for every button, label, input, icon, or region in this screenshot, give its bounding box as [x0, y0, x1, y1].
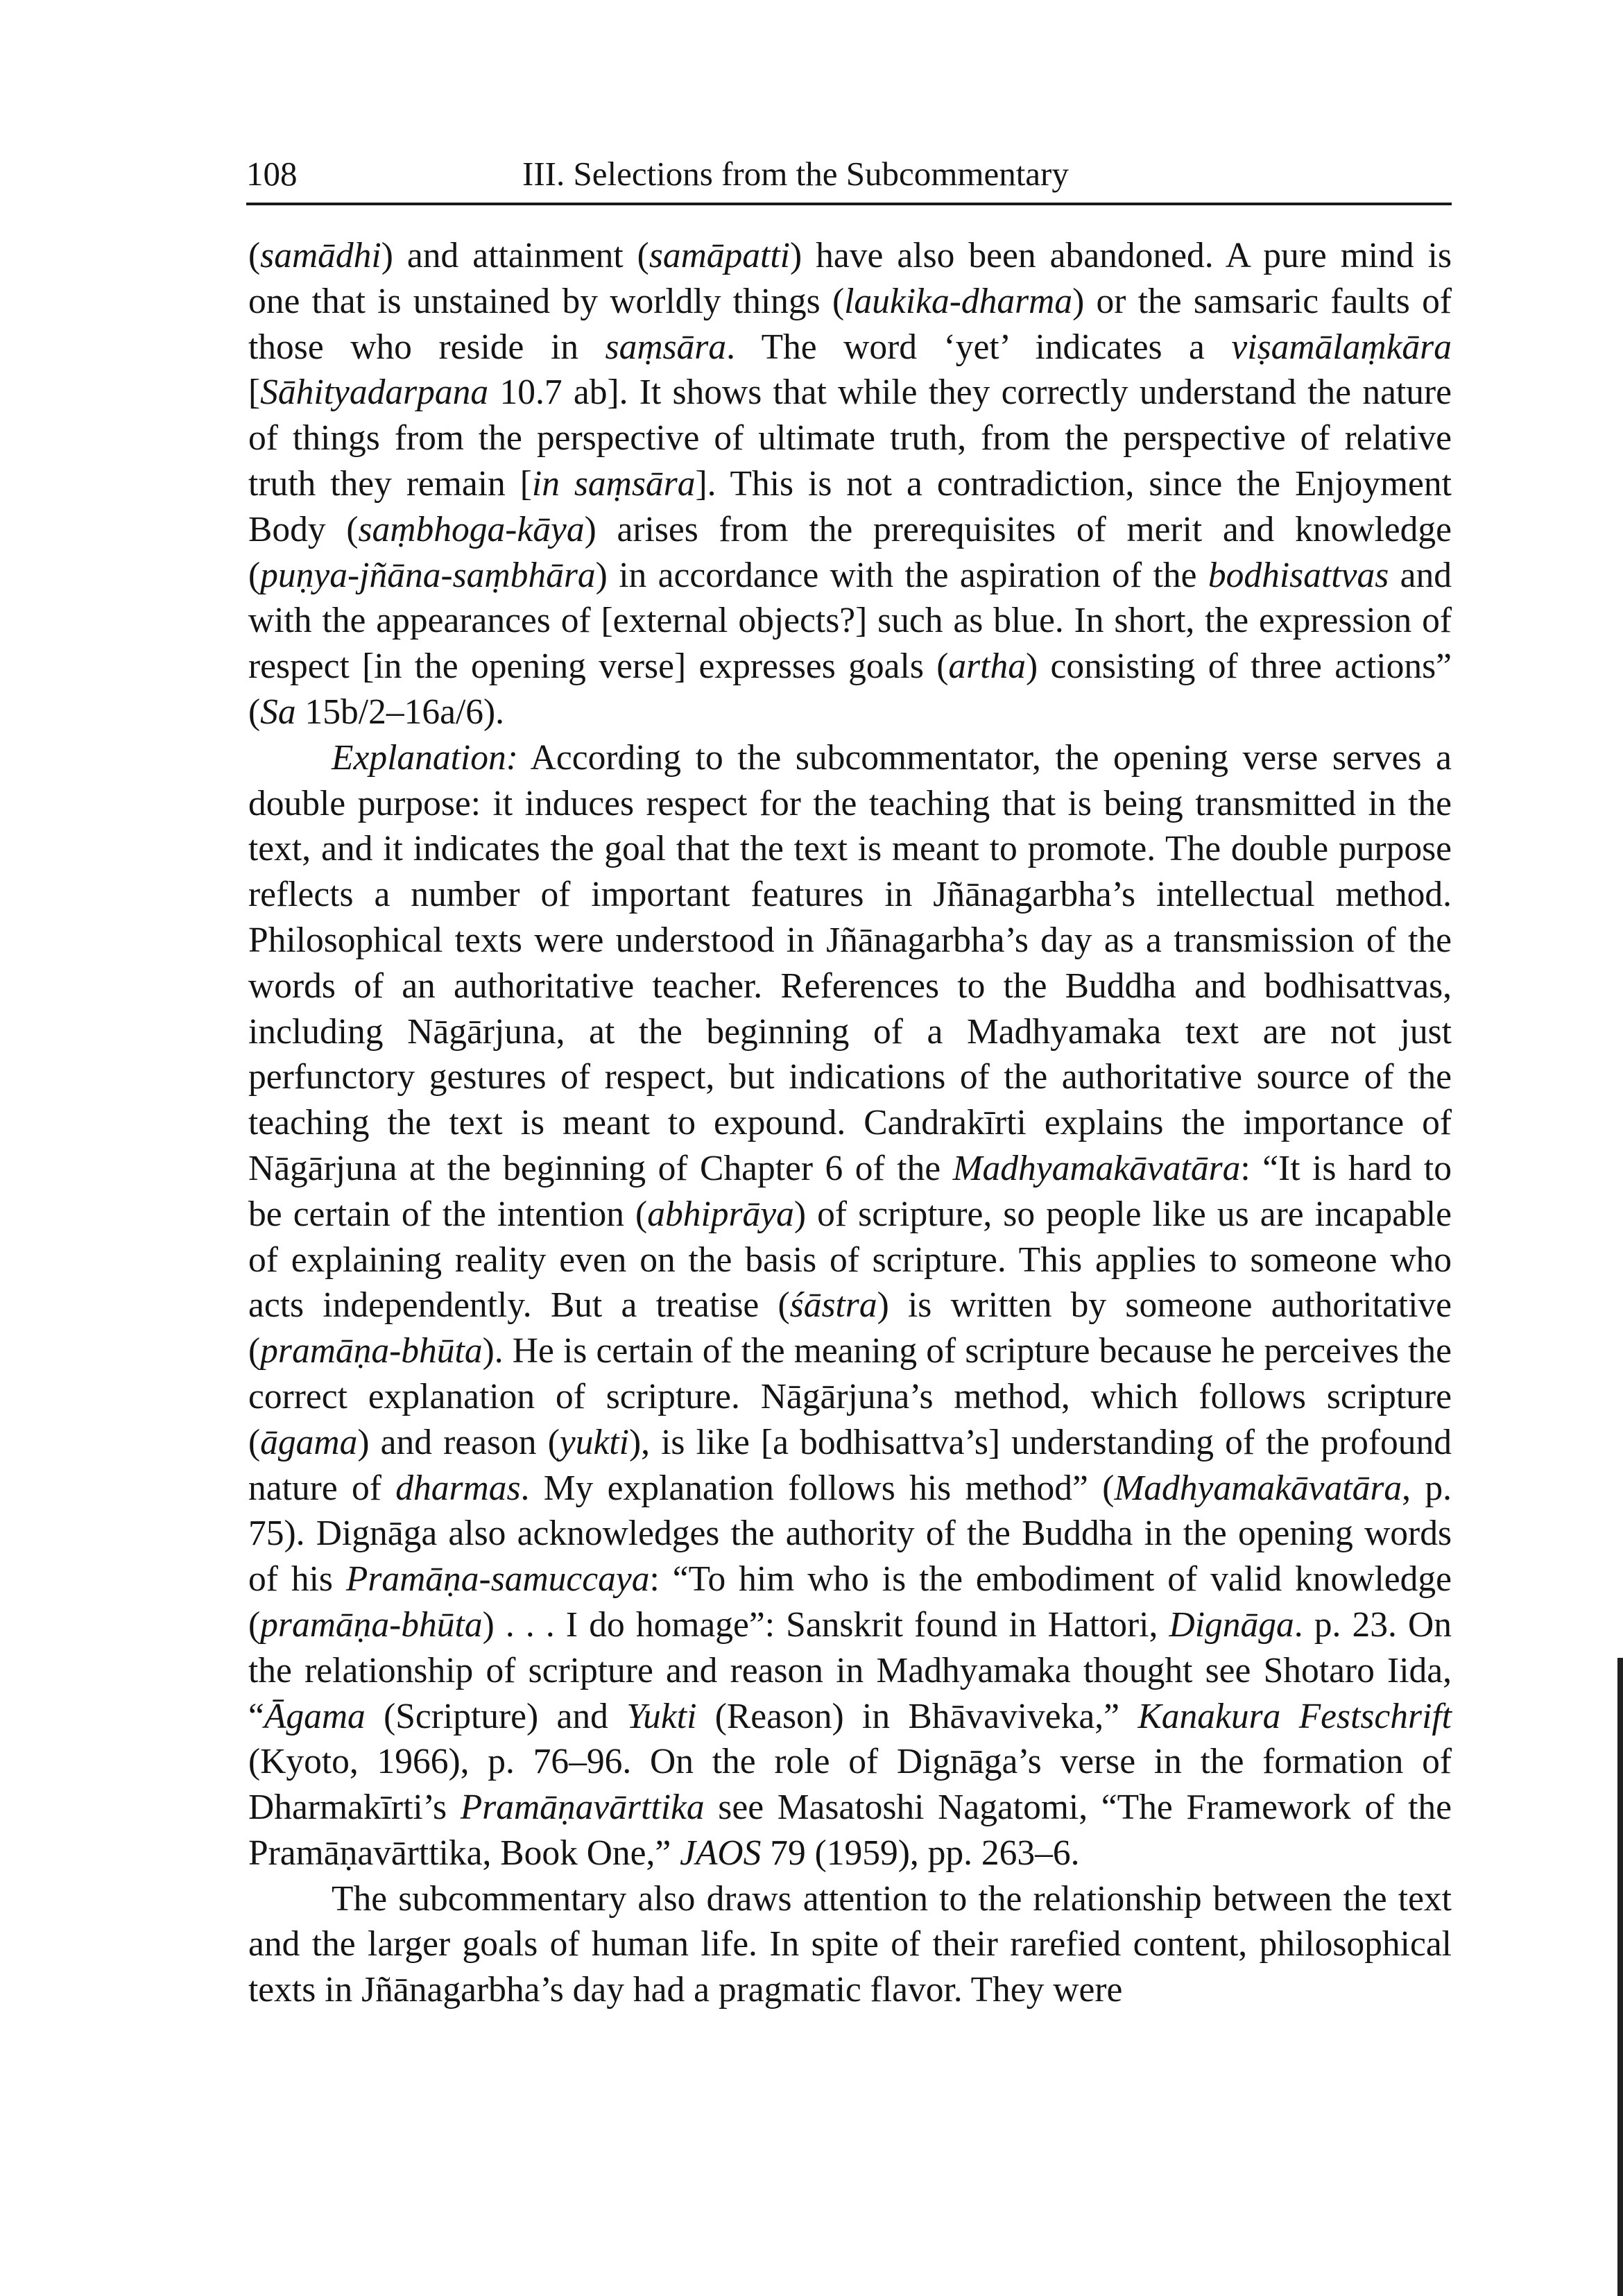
body-text: [248, 233, 1452, 2013]
header-rule: [246, 203, 1452, 205]
paragraph-continued: (samādhi) and attainment (samāpatti) have also been abandoned. A pure mind is one that is unstained by worldly things (laukika-dharma) or the samsaric faults of those who reside in saṃsāra. The word ‘yet’ indicates a viṣamālaṃkāra [Sāhityadarpana 10.7 ab]. It shows that while they correctly understand the nature of things from the perspective of ultimate truth, from the perspective of relative truth they remain [in saṃsāra]. This is not a contradiction, since the Enjoyment Body (saṃbhoga-kāya) arises from the prerequisites of merit and knowledge (puṇya-jñāna-saṃbhāra) in accordance with the aspiration of the bodhisattvas and with the appearances of [external objects?] such as blue. In short, the expression of respect [in the opening verse] expresses goals (artha) consisting of three actions” (Sa 15b/2–16a/6).: [248, 236, 1452, 732]
page-number: 108: [246, 155, 298, 193]
paragraph-explanation: Explanation: According to the subcommentator, the opening verse serves a double purpose: it induces respect for the teaching that is being transmitted in the text, and it indicates the goal that the text is meant to promote. The double purpose reflects a number of important features in Jñānagarbha’s intellectual method. Philosophical texts were understood in Jñānagarbha’s day as a transmission of the words of an authoritative teacher. References to the Buddha and bodhisattvas, including Nāgārjuna, at the beginning of a Madhyamaka text are not just perfunctory gestures of respect, but indications of the authoritative source of the teaching the text is meant to expound. Candrakīrti explains the importance of Nāgārjuna at the beginning of Chapter 6 of the Madhyamakāvatāra: “It is hard to be certain of the intention (abhiprāya) of scripture, so people like us are incapable of explaining reality even on the basis of scripture. This applies to someone who acts independently. But a treatise (śāstra) is written by someone authoritative (pramāṇa-bhūta). He is certain of the meaning of scripture because he perceives the correct explanation of scripture. Nāgārjuna’s method, which follows scripture (āgama) and reason (yukti), is like [a bodhisattva’s] understanding of the profound nature of dharmas. My explanation follows his method” (Madhyamakāvatāra, p. 75). Dignāga also acknowledges the authority of the Buddha in the opening words of his Pramāṇa-samuccaya: “To him who is the embodiment of valid knowledge (pramāṇa-bhūta) . . . I do homage”: Sanskrit found in Hattori, Dignāga. p. 23. On the relationship of scripture and reason in Madhyamaka thought see Shotaro Iida, “Āgama (Scripture) and Yukti (Reason) in Bhāvaviveka,” Kanakura Festschrift (Kyoto, 1966), p. 76–96. On the role of Dignāga’s verse in the formation of Dharmakīrti’s Pramāṇavārttika see Masatoshi Nagatomi, “The Framework of the Pramāṇavārttika, Book One,” JAOS 79 (1959), pp. 263–6.: [248, 737, 1452, 1873]
running-title: III. Selections from the Subcommentary: [522, 155, 1069, 193]
paragraph-subcommentary: The subcommentary also draws attention to the relationship between the text and the larger goals of human life. In spite of their rarefied content, philosophical texts in Jñānagarbha’s day had a pragmatic flavor. They were: [248, 1878, 1452, 2010]
scan-edge-shadow: [1617, 1658, 1623, 2296]
running-head: [246, 151, 1453, 197]
